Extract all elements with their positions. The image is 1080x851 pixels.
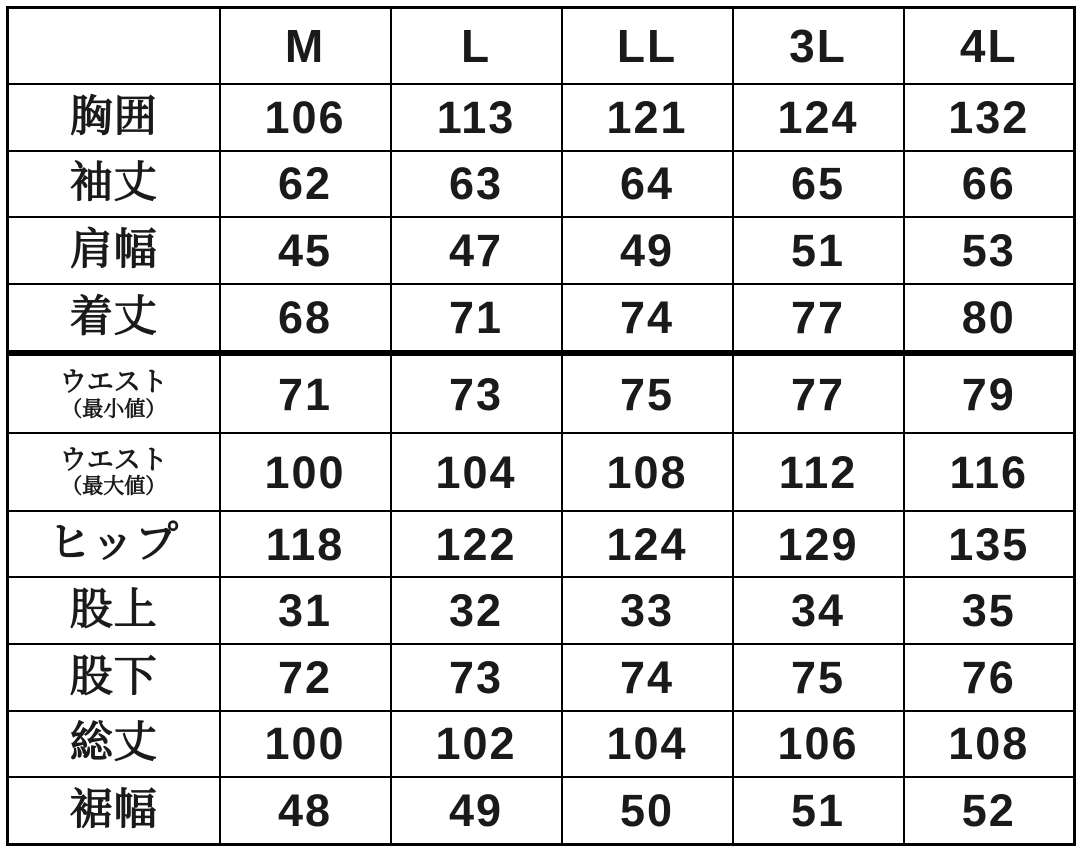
table-cell: 112 (733, 433, 904, 510)
table-cell: 35 (904, 577, 1075, 644)
table-cell: 33 (562, 577, 733, 644)
table-cell: 124 (562, 511, 733, 578)
row-label-text: 肩幅 (69, 225, 158, 274)
row-label (8, 511, 220, 578)
table-row (8, 711, 1075, 778)
table-cell: 124 (733, 84, 904, 151)
table-cell: 49 (562, 217, 733, 284)
table-row (8, 577, 1075, 644)
table-cell: 74 (562, 644, 733, 711)
row-label-text: 着丈 (69, 292, 158, 341)
row-label (8, 777, 220, 844)
table-cell: 68 (220, 284, 391, 353)
table-cell: 52 (904, 777, 1075, 844)
table-cell: 71 (391, 284, 562, 353)
table-cell: 122 (391, 511, 562, 578)
table-cell: 53 (904, 217, 1075, 284)
table-cell: 62 (220, 151, 391, 218)
table-cell: 73 (391, 644, 562, 711)
row-label (8, 644, 220, 711)
table-header-row (8, 8, 1075, 85)
table-row (8, 284, 1075, 353)
table-corner-cell (8, 8, 220, 85)
column-header-3l: 3L (733, 8, 904, 85)
table-cell: 51 (733, 777, 904, 844)
table-cell: 75 (562, 353, 733, 433)
column-header-ll: LL (562, 8, 733, 85)
table-cell: 108 (562, 433, 733, 510)
row-label-text: 股下 (69, 652, 158, 701)
row-label (8, 711, 220, 778)
table-row (8, 217, 1075, 284)
table-body (8, 84, 1075, 845)
table-cell: 45 (220, 217, 391, 284)
row-label-text: 裾幅 (69, 786, 158, 834)
size-chart-table (6, 6, 1076, 846)
table-row (8, 84, 1075, 151)
table-cell: 104 (391, 433, 562, 510)
row-label-text: 胸囲 (69, 92, 158, 141)
column-header-l: L (391, 8, 562, 85)
table-cell: 121 (562, 84, 733, 151)
row-label (8, 353, 220, 433)
row-label-subtext: （最小値） (61, 397, 167, 421)
table-cell: 77 (733, 284, 904, 353)
row-label (8, 151, 220, 218)
table-row (8, 433, 1075, 510)
table-cell: 63 (391, 151, 562, 218)
table-cell: 118 (220, 511, 391, 578)
table-row (8, 777, 1075, 844)
row-label (8, 84, 220, 151)
column-header-4l: 4L (904, 8, 1075, 85)
table-cell: 80 (904, 284, 1075, 353)
row-label-text: 総丈 (69, 719, 158, 768)
table-cell: 49 (391, 777, 562, 844)
table-cell: 106 (220, 84, 391, 151)
table-cell: 113 (391, 84, 562, 151)
row-label-text: ヒップ (48, 519, 180, 568)
table-cell: 108 (904, 711, 1075, 778)
table-cell: 71 (220, 353, 391, 433)
table-cell: 76 (904, 644, 1075, 711)
table-cell: 64 (562, 151, 733, 218)
table-cell: 74 (562, 284, 733, 353)
table-cell: 116 (904, 433, 1075, 510)
table-cell: 65 (733, 151, 904, 218)
row-label-text: 袖丈 (69, 159, 158, 208)
table-cell: 48 (220, 777, 391, 844)
table-cell: 75 (733, 644, 904, 711)
table-cell: 102 (391, 711, 562, 778)
table-row (8, 151, 1075, 218)
table-row (8, 511, 1075, 578)
row-label-text: ウエスト (59, 366, 168, 397)
table-cell: 77 (733, 353, 904, 433)
table-cell: 129 (733, 511, 904, 578)
table-cell: 132 (904, 84, 1075, 151)
table-cell: 73 (391, 353, 562, 433)
row-label (8, 577, 220, 644)
row-label (8, 433, 220, 510)
table-cell: 50 (562, 777, 733, 844)
table-cell: 32 (391, 577, 562, 644)
row-label (8, 217, 220, 284)
row-label-text: ウエスト (59, 444, 168, 475)
table-cell: 106 (733, 711, 904, 778)
table-cell: 104 (562, 711, 733, 778)
row-label-subtext: （最大値） (61, 475, 167, 499)
table-cell: 51 (733, 217, 904, 284)
table-row (8, 644, 1075, 711)
table-cell: 135 (904, 511, 1075, 578)
table-cell: 47 (391, 217, 562, 284)
table-cell: 31 (220, 577, 391, 644)
column-header-m: M (220, 8, 391, 85)
row-label (8, 284, 220, 353)
table-cell: 100 (220, 711, 391, 778)
table-row (8, 353, 1075, 433)
table-header (8, 8, 1075, 85)
table-cell: 100 (220, 433, 391, 510)
table-cell: 34 (733, 577, 904, 644)
table-cell: 72 (220, 644, 391, 711)
row-label-text: 股上 (69, 586, 158, 635)
table-cell: 79 (904, 353, 1075, 433)
table-cell: 66 (904, 151, 1075, 218)
